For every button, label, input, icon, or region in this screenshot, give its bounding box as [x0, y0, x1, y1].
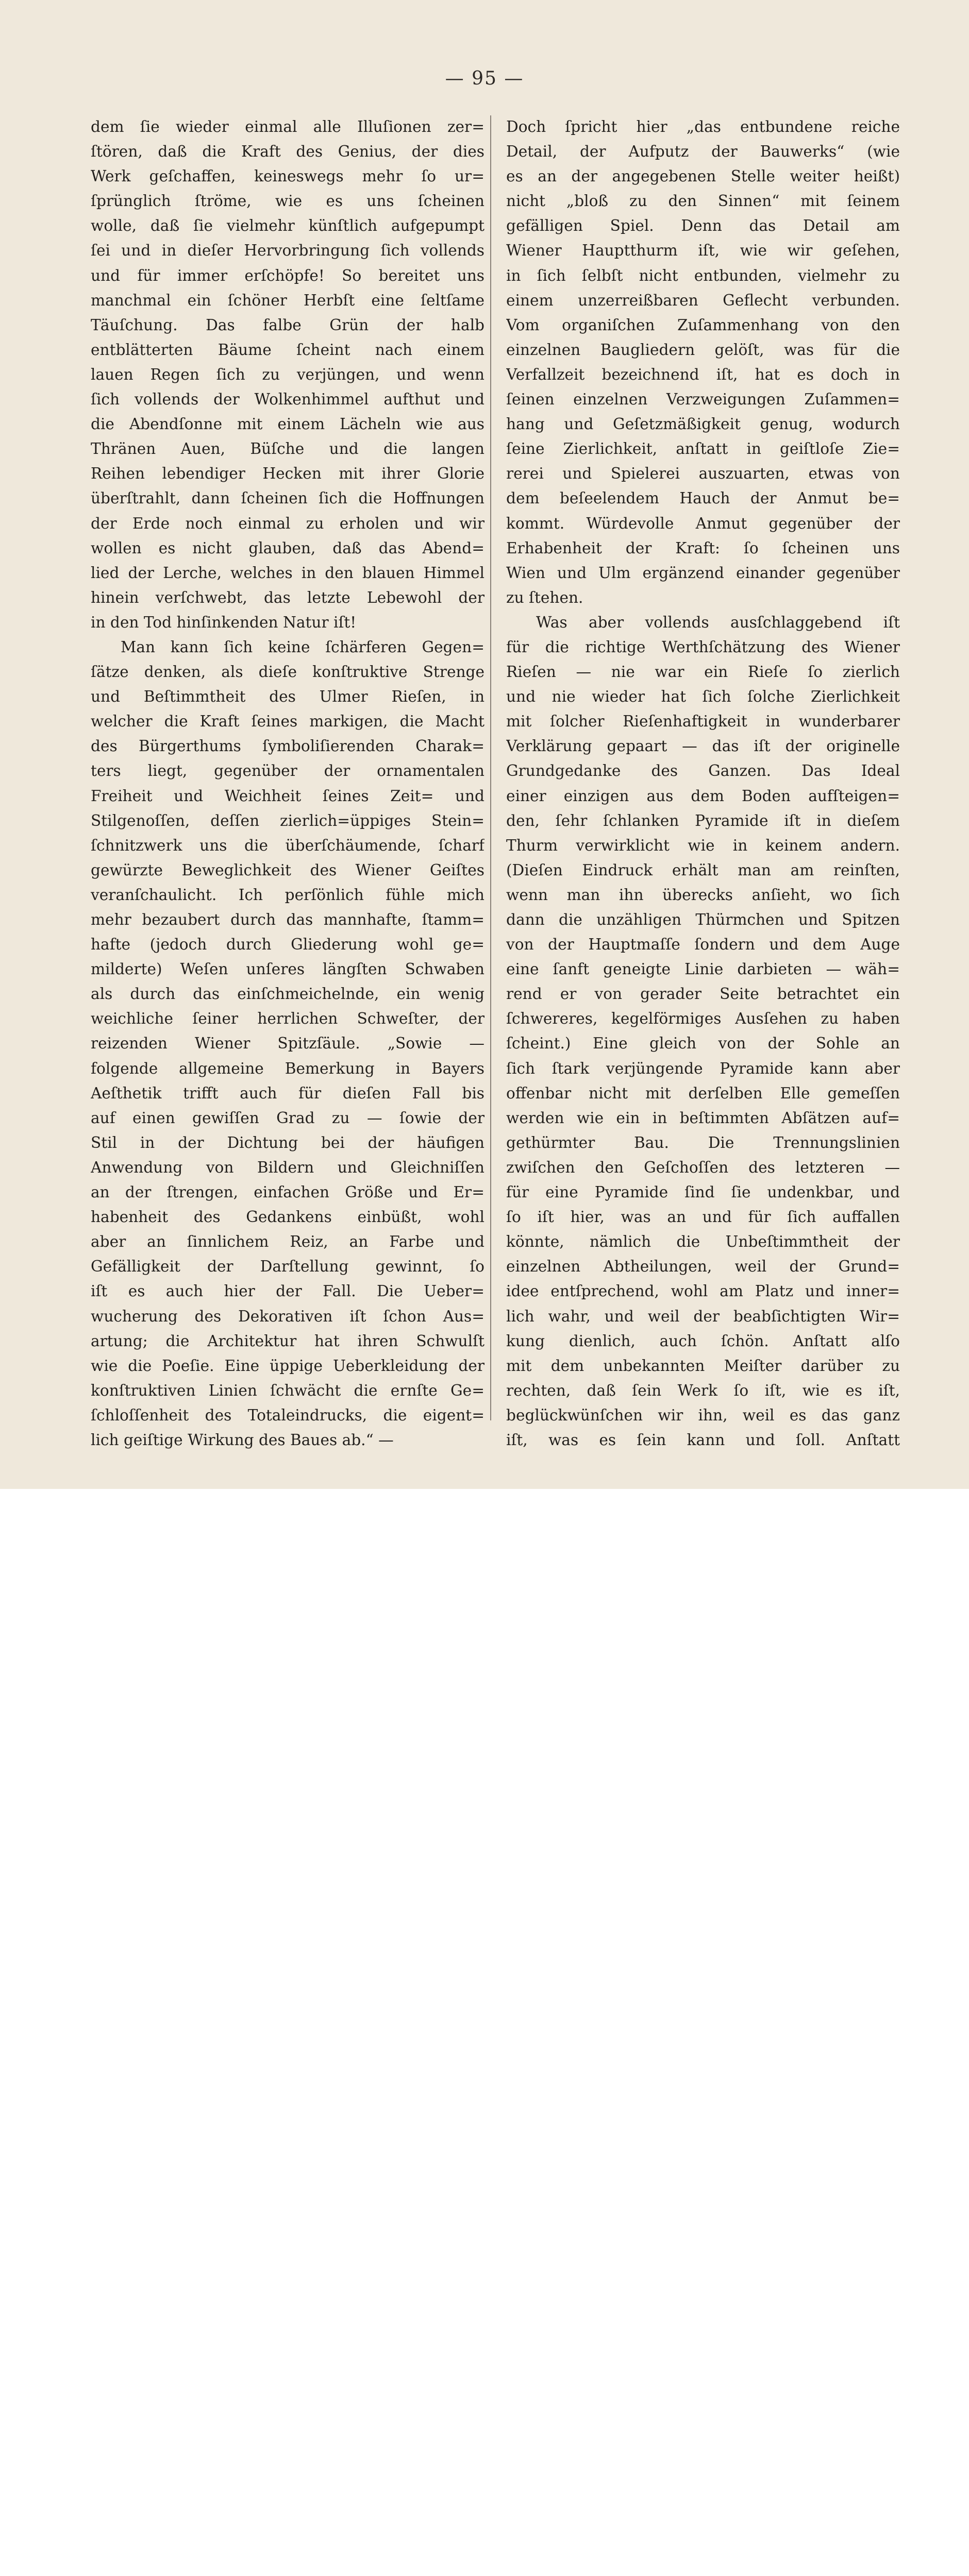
text-line: (Dieſen Eindruck erhält man am reinſten, [506, 861, 900, 879]
text-line: weichliche ſeiner herrlichen Schweſter, der [91, 1010, 484, 1028]
text-line: Stilgenoſſen, deſſen zierlich=üppiges Stein= [91, 811, 484, 829]
text-line: ſo iſt hier, was an und für ſich auffallen [506, 1208, 900, 1226]
text-line: ſchwereres, kegelförmiges Ausſehen zu haben [506, 1010, 900, 1028]
text-line: rerei und Spielerei auszuarten, etwas von [506, 465, 900, 483]
text-line: ſei und in dieſer Hervorbringung ſich vollends [91, 242, 484, 260]
text-line: lich geiſtige Wirkung des Baues ab.“ — [91, 1431, 394, 1449]
text-line: und Beſtimmtheit des Ulmer Rieſen, in [91, 688, 484, 706]
text-line: Werk geſchaffen, keineswegs mehr ſo ur= [91, 167, 484, 185]
text-line: gefälligen Spiel. Denn das Detail am [506, 217, 900, 235]
text-line: mit dem unbekannten Meiſter darüber zu [506, 1357, 900, 1375]
text-line: rend er von gerader Seite betrachtet ein [506, 985, 900, 1003]
text-line: artung; die Architektur hat ihren Schwulſt [91, 1332, 484, 1350]
text-line: kung dienlich, auch ſchön. Anſtatt alſo [506, 1332, 900, 1350]
text-line: Was aber vollends ausſchlaggebend iſt [536, 613, 900, 631]
text-line: nicht „bloß zu den Sinnen“ mit ſeinem [506, 192, 900, 210]
text-line: von der Hauptmaſſe ſondern und dem Auge [506, 936, 900, 954]
footer-bar [0, 1489, 969, 1588]
text-line: dem ſie wieder einmal alle Illuſionen zer= [91, 118, 484, 135]
text-line: ſeine Zierlichkeit, anſtatt in geiſtloſe Zie= [506, 440, 900, 458]
text-line: folgende allgemeine Bemerkung in Bayers [91, 1059, 484, 1077]
text-line: ſchloſſenheit des Totaleindrucks, die eigent= [91, 1406, 484, 1424]
right-text-column [506, 114, 900, 1452]
text-line: mehr bezaubert durch das mannhafte, ſtamm= [91, 911, 484, 928]
text-line: werden wie ein in beſtimmten Abſätzen auf= [506, 1109, 900, 1127]
text-line: reizenden Wiener Spitzſäule. „Sowie — [91, 1035, 484, 1053]
text-line: beglückwünſchen wir ihn, weil es das ganz [506, 1406, 900, 1424]
text-line: Wiener Hauptthurm iſt, wie wir geſehen, [506, 242, 900, 260]
text-line: hafte (jedoch durch Gliederung wohl ge= [91, 936, 484, 954]
text-line: iſt, was es ſein kann und ſoll. Anſtatt [506, 1431, 900, 1449]
text-line: Verklärung gepaart — das iſt der originelle [506, 737, 900, 755]
text-line: in den Tod hinſinkenden Natur iſt! [91, 613, 357, 631]
text-line: wollen es nicht glauben, daß das Abend= [91, 539, 484, 557]
text-line: rechten, daß ſein Werk ſo iſt, wie es iſt, [506, 1381, 900, 1399]
text-line: und für immer erſchöpfe! So bereitet uns [91, 266, 484, 284]
text-line: wucherung des Dekorativen iſt ſchon Aus= [91, 1307, 484, 1325]
text-line: Täuſchung. Das falbe Grün der halb [91, 316, 484, 334]
text-line: konſtruktiven Linien ſchwächt die ernſte Ge= [91, 1381, 484, 1399]
text-line: Verfallzeit bezeichnend iſt, hat es doch in [506, 365, 900, 383]
text-line: Reihen lebendiger Hecken mit ihrer Glorie [91, 465, 484, 483]
text-line: gewürzte Beweglichkeit des Wiener Geiſtes [91, 861, 484, 879]
text-line: idee entſprechend, wohl am Platz und inner= [506, 1282, 900, 1300]
text-line: ſich vollends der Wolkenhimmel aufthut und [91, 391, 484, 409]
text-line: des Bürgerthums ſymboliſierenden Charak= [91, 737, 484, 755]
text-line: Man kann ſich keine ſchärferen Gegen= [121, 638, 484, 656]
page-number: — 95 — [445, 68, 524, 89]
text-line: Aeſthetik trifft auch für dieſen Fall bis [91, 1084, 484, 1102]
text-line: entblätterten Bäume ſcheint nach einem [91, 341, 484, 359]
text-line: der Erde noch einmal zu erholen und wir [91, 514, 484, 532]
text-line: offenbar nicht mit derſelben Elle gemeſſen [506, 1084, 900, 1102]
text-line: Anwendung von Bildern und Gleichniſſen [91, 1158, 484, 1176]
text-line: kommt. Würdevolle Anmut gegenüber der [506, 514, 900, 532]
text-line: und nie wieder hat ſich ſolche Zierlichkeit [506, 688, 900, 706]
text-line: für die richtige Werthſchätzung des Wiener [506, 638, 900, 656]
text-line: habenheit des Gedankens einbüßt, wohl [91, 1208, 484, 1226]
text-line: hinein verſchwebt, das letzte Lebewohl der [91, 588, 484, 606]
text-line: Freiheit und Weichheit ſeines Zeit= und [91, 787, 484, 805]
text-line: hang und Geſetzmäßigkeit genug, wodurch [506, 415, 900, 433]
text-line: auf einen gewiſſen Grad zu — ſowie der [91, 1109, 484, 1127]
text-line: gethürmter Bau. Die Trennungslinien [506, 1133, 900, 1151]
text-line: veranſchaulicht. Ich perſönlich fühle mich [91, 886, 484, 904]
text-line: Gefälligkeit der Darſtellung gewinnt, ſo [91, 1258, 484, 1276]
left-text-column [91, 114, 484, 1452]
text-line: eine ſanft geneigte Linie darbieten — wäh= [506, 960, 900, 978]
text-line: Erhabenheit der Kraft: ſo ſcheinen uns [506, 539, 900, 557]
text-line: ſprünglich ſtröme, wie es uns ſcheinen [91, 192, 484, 210]
text-line: lied der Lerche, welches in den blauen Himmel [91, 564, 484, 582]
text-line: manchmal ein ſchöner Herbſt eine ſeltſame [91, 291, 484, 309]
text-line: für eine Pyramide ſind ſie undenkbar, und [506, 1183, 900, 1201]
text-line: an der ſtrengen, einfachen Größe und Er= [91, 1183, 484, 1201]
text-line: ſcheint.) Eine gleich von der Sohle an [506, 1035, 900, 1053]
text-line: mit ſolcher Rieſenhaftigkeit in wunderbarer [506, 713, 900, 731]
text-line: Thränen Auen, Büſche und die langen [91, 440, 484, 458]
text-line: Doch ſpricht hier „das entbundene reiche [506, 118, 900, 135]
text-line: Detail, der Aufputz der Bauwerks“ (wie [506, 143, 900, 161]
text-line: in ſich ſelbſt nicht entbunden, vielmehr zu [506, 266, 900, 284]
text-line: ters liegt, gegenüber der ornamentalen [91, 762, 484, 780]
text-line: dann die unzähligen Thürmchen und Spitzen [506, 911, 900, 928]
text-line: als durch das einſchmeichelnde, ein wenig [91, 985, 484, 1003]
text-line: wie die Poeſie. Eine üppige Ueberkleidung der [91, 1357, 484, 1375]
text-line: welcher die Kraft ſeines markigen, die Macht [91, 713, 484, 731]
text-line: ſchnitzwerk uns die überſchäumende, ſcharf [91, 836, 484, 854]
text-line: könnte, nämlich die Unbeſtimmtheit der [506, 1233, 900, 1251]
text-line: die Abendſonne mit einem Lächeln wie aus [91, 415, 484, 433]
text-line: zwiſchen den Geſchoſſen des letzteren — [506, 1158, 900, 1176]
text-line: einzelnen Abtheilungen, weil der Grund= [506, 1258, 900, 1276]
text-line: ſeinen einzelnen Verzweigungen Zuſammen= [506, 391, 900, 409]
text-line: aber an ſinnlichem Reiz, an Farbe und [91, 1233, 484, 1251]
text-line: Vom organiſchen Zuſammenhang von den [506, 316, 900, 334]
text-line: wenn man ihn überecks anſieht, wo ſich [506, 886, 900, 904]
text-line: iſt es auch hier der Fall. Die Ueber= [91, 1282, 484, 1300]
text-line: Stil in der Dichtung bei der häufigen [91, 1133, 484, 1151]
text-line: einer einzigen aus dem Boden aufſteigen= [506, 787, 900, 805]
text-line: ſtören, daß die Kraft des Genius, der dies [91, 143, 484, 161]
text-line: es an der angegebenen Stelle weiter heißt) [506, 167, 900, 185]
text-line: Rieſen — nie war ein Rieſe ſo zierlich [506, 663, 900, 681]
text-line: lauen Regen ſich zu verjüngen, und wenn [91, 365, 484, 383]
text-line: Grundgedanke des Ganzen. Das Ideal [506, 762, 900, 780]
text-line: einzelnen Baugliedern gelöſt, was für die [506, 341, 900, 359]
text-line: einem unzerreißbaren Geflecht verbunden. [506, 291, 900, 309]
column-divider [490, 115, 491, 1420]
text-line: dem beſeelendem Hauch der Anmut be= [506, 489, 900, 507]
text-line: wolle, daß ſie vielmehr künſtlich aufgepumpt [91, 217, 484, 235]
text-line: ſich ſtark verjüngende Pyramide kann aber [506, 1059, 900, 1077]
text-line: Thurm verwirklicht wie in keinem andern. [506, 836, 900, 854]
text-line: lich wahr, und weil der beabſichtigten Wir= [506, 1307, 900, 1325]
text-line: den, ſehr ſchlanken Pyramide iſt in dieſem [506, 811, 900, 829]
text-line: ſätze denken, als dieſe konſtruktive Strenge [91, 663, 484, 681]
text-line: zu ſtehen. [506, 588, 583, 606]
text-line: milderte) Weſen unſeres längſten Schwaben [91, 960, 484, 978]
text-line: Wien und Ulm ergänzend einander gegenüber [506, 564, 900, 582]
text-line: überſtrahlt, dann ſcheinen ſich die Hoffnungen [91, 489, 484, 507]
